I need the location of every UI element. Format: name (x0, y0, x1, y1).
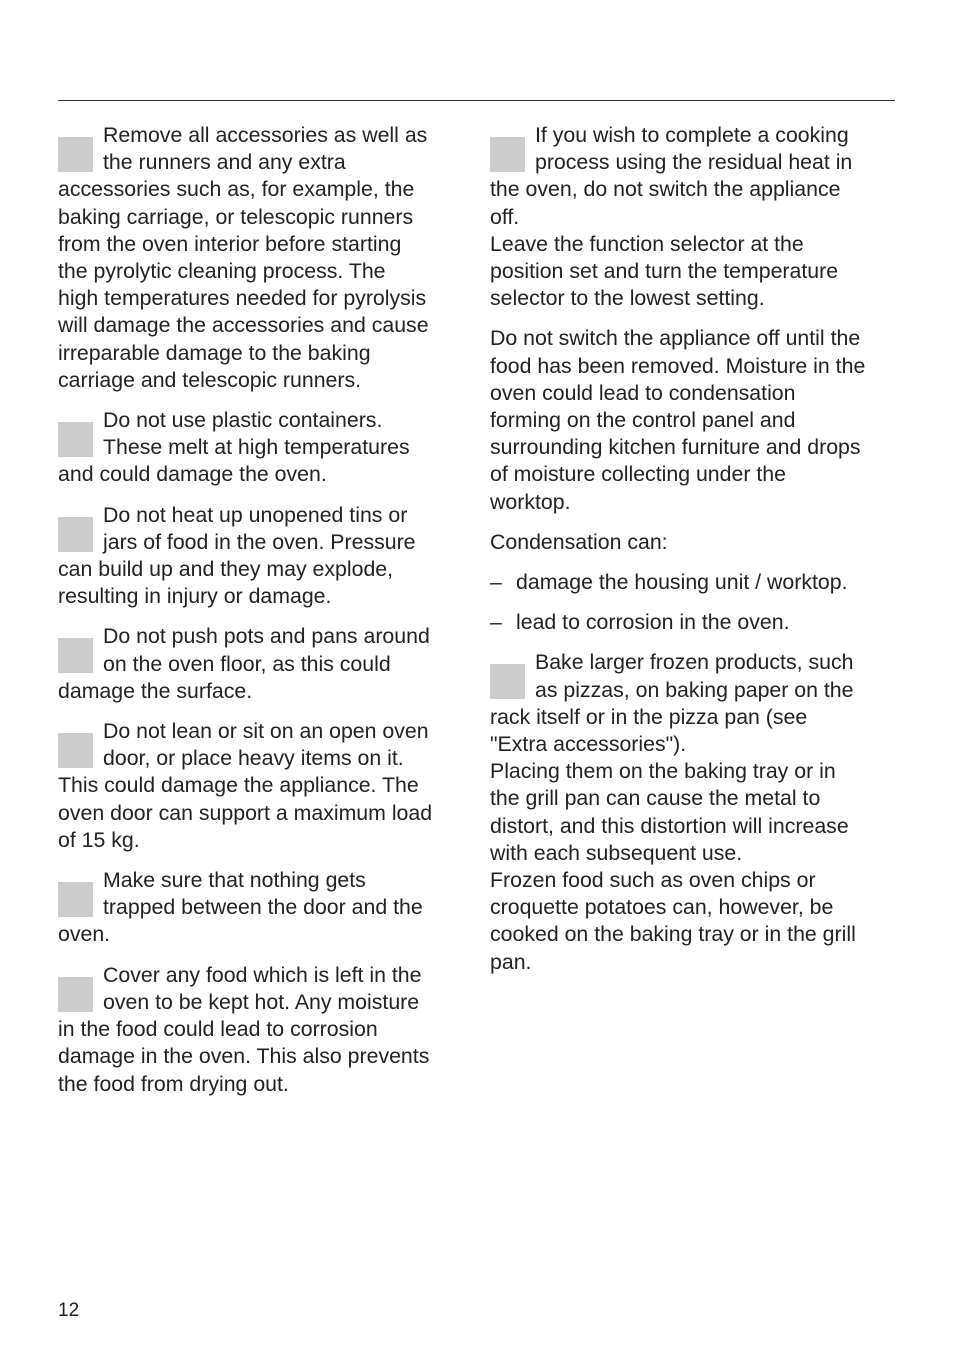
text-line: high temperatures needed for pyrolysis (58, 286, 427, 311)
text-line: from the oven interior before starting (58, 231, 402, 256)
text-line: Leave the function selector at the (490, 231, 804, 256)
text-line: door, or place heavy items on it. (103, 746, 404, 771)
text-line: damage the housing unit / worktop. (516, 570, 848, 595)
text-line: can build up and they may explode, (58, 557, 394, 582)
text-line: process using the residual heat in (535, 150, 853, 175)
text-line: oven door can support a maximum load (58, 800, 433, 825)
text-line: If you wish to complete a cooking (535, 123, 849, 147)
text-line: carriage and telescopic runners. (58, 367, 362, 392)
text-line: Do not lean or sit on an open oven (103, 719, 429, 744)
warning-block (490, 122, 900, 312)
text-line: Do not push pots and pans around (103, 624, 430, 649)
warning-block (58, 407, 468, 489)
text-line: position set and turn the temperature (490, 259, 839, 284)
dash-bullet: – (490, 610, 502, 635)
warning-square-icon (490, 664, 525, 699)
warning-square-icon (58, 517, 93, 552)
text-line: off. (490, 204, 520, 229)
dash-list-item (490, 569, 900, 596)
text-line: oven. (58, 922, 111, 947)
text-line: croquette potatoes can, however, be (490, 895, 834, 920)
text-line: cooked on the baking tray or in the grill (490, 922, 856, 947)
paragraph (490, 529, 900, 556)
warning-block (58, 623, 468, 705)
text-line: Do not use plastic containers. (103, 408, 383, 433)
text-line: Placing them on the baking tray or in (490, 759, 836, 784)
text-line: with each subsequent use. (490, 840, 743, 865)
text-line: on the oven floor, as this could (103, 651, 391, 676)
text-line: of 15 kg. (58, 827, 140, 852)
text-line: pan. (490, 949, 532, 974)
text-line: Do not switch the appliance off until the (490, 326, 861, 351)
warning-block (58, 962, 468, 1098)
text-line: This could damage the appliance. The (58, 773, 419, 798)
warning-square-icon (58, 882, 93, 917)
header-rule (58, 100, 895, 101)
warning-block (58, 867, 468, 949)
dash-list-item (490, 609, 900, 636)
text-line: oven to be kept hot. Any moisture (103, 989, 420, 1014)
text-line: "Extra accessories"). (490, 732, 687, 757)
text-line: of moisture collecting under the (490, 462, 786, 487)
warning-square-icon (58, 137, 93, 172)
warning-block (490, 649, 900, 975)
text-line: will damage the accessories and cause (58, 313, 429, 338)
text-line: lead to corrosion in the oven. (516, 610, 790, 635)
text-line: the pyrolytic cleaning process. The (58, 259, 386, 284)
warning-square-icon (490, 137, 525, 172)
text-line: damage the surface. (58, 678, 253, 703)
text-line: Do not heat up unopened tins or (103, 502, 408, 527)
left-column (58, 122, 468, 1111)
text-line: the oven, do not switch the appliance (490, 177, 841, 202)
warning-square-icon (58, 733, 93, 768)
text-line: and could damage the oven. (58, 462, 327, 487)
text-line: as pizzas, on baking paper on the (535, 677, 854, 702)
text-line: Cover any food which is left in the (103, 962, 422, 987)
text-line: the grill pan can cause the metal to (490, 786, 821, 811)
warning-block (58, 718, 468, 854)
warning-square-icon (58, 638, 93, 673)
right-column (490, 122, 900, 989)
text-line: distort, and this distortion will increase (490, 813, 849, 838)
text-line: trapped between the door and the (103, 895, 423, 920)
text-line: worktop. (490, 489, 571, 514)
warning-block (58, 502, 468, 611)
warning-block (58, 122, 468, 394)
text-line: Remove all accessories as well as (103, 123, 428, 147)
text-line: baking carriage, or telescopic runners (58, 204, 414, 229)
text-line: Condensation can: (490, 529, 668, 554)
text-line: accessories such as, for example, the (58, 177, 415, 202)
dash-bullet: – (490, 570, 502, 595)
text-line: damage in the oven. This also prevents (58, 1044, 430, 1069)
text-line: irreparable damage to the baking (58, 340, 371, 365)
text-line: jars of food in the oven. Pressure (103, 529, 416, 554)
text-line: surrounding kitchen furniture and drops (490, 435, 861, 460)
warning-square-icon (58, 422, 93, 457)
text-line: Frozen food such as oven chips or (490, 868, 816, 893)
text-line: in the food could lead to corrosion (58, 1017, 378, 1042)
text-line: rack itself or in the pizza pan (see (490, 704, 808, 729)
text-line: food has been removed. Moisture in the (490, 353, 866, 378)
paragraph (490, 325, 900, 515)
text-line: selector to the lowest setting. (490, 286, 765, 311)
text-line: Bake larger frozen products, such (535, 650, 854, 675)
text-line: the food from drying out. (58, 1071, 289, 1096)
page-number: 12 (58, 1300, 80, 1321)
text-line: These melt at high temperatures (103, 435, 410, 460)
text-line: forming on the control panel and (490, 408, 796, 433)
text-line: Make sure that nothing gets (103, 868, 366, 893)
text-line: oven could lead to condensation (490, 380, 796, 405)
warning-square-icon (58, 977, 93, 1012)
text-line: the runners and any extra (103, 150, 346, 175)
text-line: resulting in injury or damage. (58, 584, 332, 609)
